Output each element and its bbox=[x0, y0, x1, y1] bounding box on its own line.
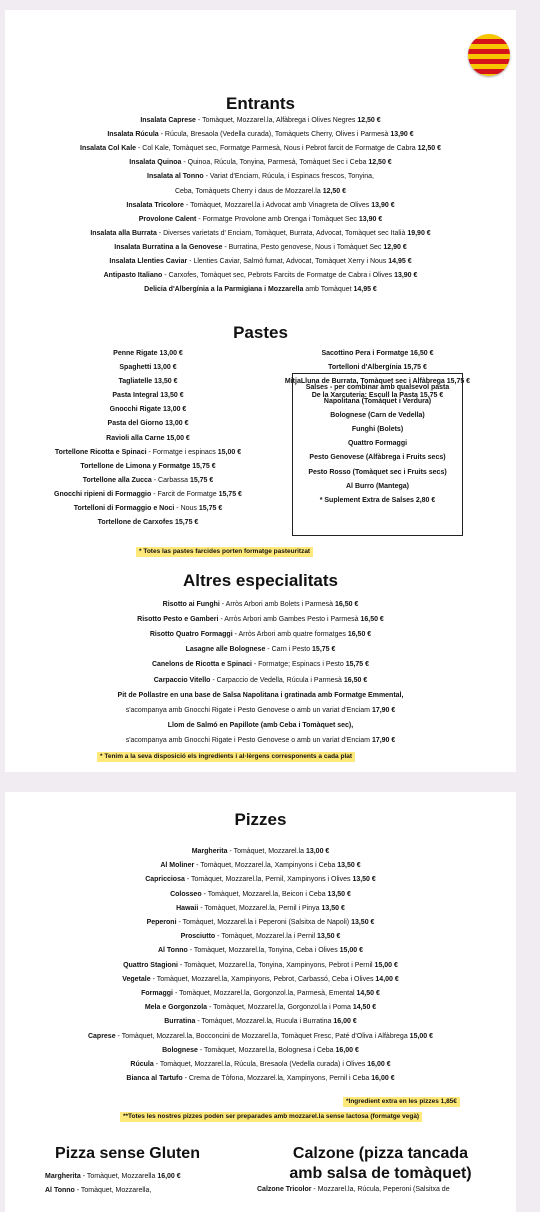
dish-price: 15,75 € bbox=[198, 505, 223, 513]
dish-price: 15,75 € bbox=[189, 476, 214, 484]
dish-name: Margherita bbox=[191, 848, 228, 855]
menu-line bbox=[23, 375, 273, 389]
dish-name: Al Tonno bbox=[157, 947, 188, 955]
dish-price: 16,00 € bbox=[367, 1061, 391, 1068]
dish-description: - Tomàquet, Mozzarel.la, Gorgonzol.la, Parmesà, Emental bbox=[173, 990, 357, 997]
pizzes-lactose-note: **Totes les nostres pizzes poden ser preparades amb mozzarel.la sense lactosa (formatge vegà) bbox=[120, 1112, 422, 1122]
pizza-line bbox=[5, 1072, 516, 1085]
dish-name: Insalata Tricolore bbox=[126, 201, 184, 209]
dish-price: 13,50 € bbox=[337, 862, 361, 870]
dish-price: 13,00 € bbox=[162, 406, 187, 414]
dish-name: Insalata Rúcula bbox=[107, 131, 159, 139]
pizza-line bbox=[5, 1001, 516, 1014]
sauce-item: Funghi (Bolets) bbox=[351, 426, 404, 434]
dish-price: 17,90 € bbox=[371, 706, 396, 714]
dish-name: Antipasto Italiano bbox=[103, 272, 163, 280]
dish-description: - Rúcula, Bresaola (Vedella curada), Tomàquets Cherry, Olives i Parmesà bbox=[158, 131, 391, 139]
menu-page-1 bbox=[5, 10, 516, 772]
dish-price: 14,95 € bbox=[353, 286, 377, 294]
dish-name: Quattro Stagioni bbox=[123, 961, 178, 969]
dish-name: Ravioli alla Carne bbox=[106, 434, 167, 442]
dish-description: s'acompanya amb Gnocchi Rigate i Pesto Genovese o amb un variat d'Enciam bbox=[125, 706, 372, 714]
dish-price: 13,00 € bbox=[153, 364, 177, 372]
pizzes-extra-note: *Ingredient extra en les pizzes 1,85€ bbox=[343, 1097, 460, 1107]
pizza-line bbox=[5, 959, 516, 972]
menu-page-2 bbox=[5, 792, 516, 1212]
dish-name: Tortellone alla Zucca bbox=[82, 476, 152, 484]
dish-description: - Tomàquet, Mozzarel.la bbox=[227, 848, 306, 855]
dish-description: - Arròs Arbori amb Bolets i Parmesà bbox=[219, 601, 335, 608]
dish-description: - Tomàquet, Mozzarel.la i Pernil bbox=[215, 933, 318, 941]
dish-description: - Tomàquet, Mozzarel.la, Xampinyons i Ceba bbox=[194, 862, 338, 870]
sauce-item: Quattro Formaggi bbox=[347, 440, 408, 448]
dish-price: 13,90 € bbox=[371, 201, 395, 209]
dish-description: - Carxofes, Tomàquet sec, Pebrots Farcits de Formatge de Cabra i Olives bbox=[162, 272, 395, 280]
catalan-flag-icon bbox=[468, 34, 510, 76]
pizza-line bbox=[5, 1044, 516, 1057]
specialty-line bbox=[5, 643, 516, 656]
dish-name: Insalata alla Burrata bbox=[90, 229, 157, 237]
dish-name: Canelons de Ricotta e Spinaci bbox=[151, 661, 252, 669]
dish-name: Risotto Quatro Formaggi bbox=[149, 631, 233, 639]
dish-description: - Col Kale, Tomàquet sec, Formatge Parmesà, Nous i Pebrot farcit de Formatge de Cabra bbox=[136, 145, 418, 153]
dish-name: Prosciutto bbox=[180, 933, 216, 941]
dish-price: 15,00 € bbox=[339, 947, 364, 955]
sauce-item: Pesto Genovese (Alfàbrega i Fruits secs) bbox=[309, 454, 446, 462]
dish-name: Calzone Tricolor bbox=[257, 1186, 312, 1193]
specialty-line bbox=[5, 658, 516, 671]
dish-price: 16,50 € bbox=[347, 631, 372, 639]
gluten-heading: Pizza sense Gluten bbox=[55, 1145, 200, 1162]
menu-line bbox=[293, 381, 462, 395]
dish-price: 13,50 € bbox=[154, 378, 178, 386]
dish-name: Rúcula bbox=[130, 1061, 154, 1068]
sauce-item: * Suplement Extra de Salses 2,80 € bbox=[319, 496, 436, 504]
menu-line bbox=[293, 480, 462, 494]
dish-description: - Arròs Arbori amb Gambes Pesto i Parmesà bbox=[218, 616, 361, 624]
dish-price: 14,95 € bbox=[388, 258, 412, 265]
dish-description: - Tomàquet, Mozzarella, bbox=[74, 1187, 152, 1194]
dish-description: - Carpaccio de Vedella, Rúcula i Parmesà bbox=[210, 676, 344, 684]
dish-price: 16,50 € bbox=[360, 616, 384, 624]
dish-description: - Diverses varietats d' Enciam, Tomàquet, Burrata, Advocat, Tomàquet sec Italià bbox=[156, 229, 408, 237]
menu-line bbox=[23, 460, 273, 474]
dish-name: Insalata Caprese bbox=[140, 117, 196, 124]
dish-price: 15,75 € bbox=[174, 519, 199, 527]
pizza-line bbox=[5, 930, 516, 943]
sauce-item: Bolognese (Carn de Vedella) bbox=[330, 412, 425, 420]
dish-price: 15,75 € bbox=[446, 378, 471, 386]
dish-description: amb Tomàquet bbox=[303, 286, 354, 294]
pizza-line bbox=[5, 1015, 516, 1028]
dish-price: 13,00 € bbox=[165, 420, 189, 428]
dish-name: Vegetale bbox=[122, 975, 151, 983]
dish-price: 16,00 € bbox=[157, 1173, 181, 1180]
dish-description: - Tomàquet, Mozzarel.la, Bocconcini de Mozzarel.la, Tomàquet Fresc, Paté d'Oliva i Alfàbrega bbox=[115, 1032, 410, 1040]
dish-price: 16,50 € bbox=[410, 350, 434, 357]
dish-price: 13,50 € bbox=[160, 392, 184, 400]
pizza-line bbox=[5, 1058, 516, 1071]
dish-name: Gnocchi ripieni di Formaggio bbox=[54, 490, 152, 498]
pizza-line bbox=[5, 916, 516, 929]
dish-description: - Tomàquet, Mozzarel.la, Gorgonzol.la i Poma bbox=[207, 1004, 353, 1012]
dish-description: - Crema de Tòfona, Mozzarel.la, Xampinyons, Pernil i Ceba bbox=[182, 1075, 372, 1083]
dish-price: 13,90 € bbox=[358, 215, 383, 223]
pastes-note: * Totes las pastes farcides porten formatge pasteuritzat bbox=[136, 547, 313, 557]
dish-price: 13,50 € bbox=[351, 919, 375, 926]
dish-price: 12,50 € bbox=[368, 159, 392, 167]
sauce-item: Salses - per combinar amb qualsevol pasta bbox=[305, 384, 450, 391]
dish-price: 15,75 € bbox=[419, 392, 444, 400]
dish-price: 13,00 € bbox=[305, 848, 330, 855]
dish-price: 19,90 € bbox=[407, 229, 431, 237]
dish-price: 15,75 € bbox=[218, 490, 242, 498]
menu-line bbox=[23, 502, 273, 516]
gluten-pizza-line bbox=[45, 1171, 181, 1183]
dish-price: 13,90 € bbox=[390, 131, 414, 139]
menu-line bbox=[23, 516, 273, 530]
specialty-line bbox=[5, 674, 516, 687]
dish-name: Tortellone de Carxofes bbox=[97, 519, 175, 527]
entrant-line bbox=[5, 213, 516, 226]
dish-name: Insalata Col Kale bbox=[80, 145, 137, 153]
dish-description: - Tomàquet, Mozzarel.la, Beicon i Ceba bbox=[201, 890, 328, 898]
dish-name: Hawaii bbox=[176, 904, 199, 912]
menu-line bbox=[23, 361, 273, 375]
dish-price: 15,75 € bbox=[192, 462, 216, 470]
dish-name: Insalata Quinoa bbox=[129, 159, 182, 167]
dish-price: 14,00 € bbox=[375, 975, 399, 983]
dish-name: Llom de Salmó en Papillote (amb Ceba i Tomàquet sec), bbox=[167, 721, 354, 729]
specialty-line bbox=[5, 689, 516, 702]
dish-name: Pasta del Giorno bbox=[107, 420, 166, 428]
dish-description: - Variat d'Enciam, Rúcula, i Espinacs frescos, Tonyina, bbox=[203, 173, 374, 181]
dish-description: - Formatge; Espinacs i Pesto bbox=[251, 661, 346, 669]
dish-description: - Tomàquet, Mozzarel.la, Tonyina, Ceba i Olives bbox=[187, 947, 340, 955]
dish-price: 12,90 € bbox=[383, 243, 407, 251]
menu-line bbox=[293, 437, 462, 451]
dish-price: 12,50 € bbox=[417, 145, 441, 153]
entrant-line bbox=[5, 241, 516, 254]
dish-description: - Tomàquet, Mozzarel.la, Pernil, Xampinyons i Olives bbox=[184, 876, 353, 884]
sauces-box bbox=[292, 373, 463, 536]
dish-description: - Carn i Pesto bbox=[265, 646, 313, 654]
altres-note: * Tenim a la seva disposició els ingredients i al·lèrgens corresponents a cada plat bbox=[97, 752, 355, 762]
dish-name: Carpaccio Vitello bbox=[153, 676, 211, 684]
specialty-line bbox=[5, 719, 516, 732]
dish-name: Tortelloni d'Albergínia bbox=[328, 364, 404, 372]
dish-name: Sacottino Pera i Formatge bbox=[321, 350, 411, 357]
dish-description: - Quinoa, Rúcula, Tonyina, Parmesà, Tomàquet Sec i Ceba bbox=[181, 159, 369, 167]
calzone-heading-line1: Calzone (pizza tancada bbox=[292, 1145, 469, 1162]
dish-price: 13,50 € bbox=[352, 876, 376, 884]
dish-price: 13,00 € bbox=[159, 350, 183, 357]
dish-name: Insalata Burratina a la Genovese bbox=[114, 243, 223, 251]
dish-price: 15,00 € bbox=[409, 1032, 434, 1040]
dish-description: Ceba, Tomàquets Cherry i daus de Mozzarel.la bbox=[174, 187, 323, 195]
dish-description: - Formatge i espinacs bbox=[146, 448, 218, 456]
dish-price: 13,90 € bbox=[394, 272, 418, 280]
pizza-line bbox=[5, 987, 516, 1000]
pizzes-heading: Pizzes bbox=[234, 810, 287, 829]
menu-line bbox=[23, 417, 273, 431]
menu-line bbox=[23, 403, 273, 417]
dish-name: Peperoni bbox=[146, 919, 177, 926]
dish-name: Bianca al Tartufo bbox=[126, 1075, 183, 1083]
dish-description: - Tomàquet, Mozzarel.la, Xampinyons, Pebrot, Carbassó, Ceba i Olives bbox=[150, 975, 376, 983]
menu-line bbox=[293, 451, 462, 465]
specialty-line bbox=[5, 734, 516, 747]
dish-name: Burratina bbox=[164, 1018, 196, 1026]
dish-name: Risotto ai Funghi bbox=[162, 601, 220, 608]
entrant-line bbox=[5, 269, 516, 282]
entrant-line bbox=[5, 170, 516, 183]
dish-price: 17,90 € bbox=[371, 736, 396, 744]
dish-description: - Tomàquet, Mozzarel.la i Peperoni (Salsitxa de Napoli) bbox=[176, 919, 352, 926]
dish-description: - Tomàquet, Mozzarel.la, Rucula i Burratina bbox=[195, 1018, 334, 1026]
dish-description: - Farcit de Formatge bbox=[151, 490, 219, 498]
menu-line bbox=[293, 423, 462, 437]
dish-description: - Tomàquet, Mozzarel.la, Bolognesa i Ceba bbox=[197, 1046, 336, 1054]
entrant-line bbox=[5, 185, 516, 198]
dish-name: Gnocchi Rigate bbox=[109, 406, 163, 414]
dish-description: - Tomàquet, Mozzarel.la i Advocat amb Vinagreta de Olives bbox=[183, 201, 372, 209]
pizza-line bbox=[5, 944, 516, 957]
dish-name: MitjaLluna de Burrata, Tomàquet sec i Alfàbrega bbox=[284, 378, 447, 386]
dish-description: - Mozzarel.la, Rúcula, Peperoni (Salsitxa de bbox=[311, 1186, 450, 1193]
dish-price: 16,00 € bbox=[333, 1018, 357, 1026]
specialty-line bbox=[5, 598, 516, 611]
dish-price: 13,50 € bbox=[317, 933, 341, 941]
dish-description: - Formatge Provolone amb Orenga i Tomàquet Sec bbox=[196, 215, 359, 223]
pizza-line bbox=[5, 845, 516, 858]
dish-name: Formaggi bbox=[141, 990, 173, 997]
dish-name: De la Xarcuteria: Escull la Pasta bbox=[311, 392, 420, 400]
dish-name: Penne Rigate bbox=[113, 350, 160, 357]
dish-price: 15,00 € bbox=[217, 448, 242, 456]
menu-line bbox=[23, 432, 273, 446]
entrant-line bbox=[5, 142, 516, 155]
sauce-item: Pesto Rosso (Tomàquet sec i Fruits secs) bbox=[308, 468, 447, 476]
calzone-heading-line2: amb salsa de tomàquet) bbox=[289, 1165, 472, 1182]
entrant-line bbox=[5, 283, 516, 296]
dish-price: 15,00 € bbox=[374, 961, 398, 969]
dish-name: Tortellone de Limona y Formatge bbox=[80, 462, 193, 470]
dish-price: 14,50 € bbox=[356, 990, 380, 997]
dish-description: - Tomàquet, Mozzarel.la, Alfàbrega i Olives Negres bbox=[195, 117, 358, 124]
pizza-line bbox=[5, 888, 516, 901]
pizza-line bbox=[5, 1030, 516, 1043]
dish-name: Pit de Pollastre en una base de Salsa Napolitana i gratinada amb Formatge Emmental, bbox=[117, 691, 404, 699]
sauce-item: Al Burro (Mantega) bbox=[346, 482, 409, 490]
dish-description: s'acompanya amb Gnocchi Rigate i Pesto Genovese o amb un variat d'Enciam bbox=[125, 736, 372, 744]
dish-description: - Tomàquet, Mozzarel.la, Rúcula, Bresaola (Vedella curada) i Olives bbox=[153, 1061, 368, 1068]
pastes-heading: Pastes bbox=[233, 323, 288, 342]
dish-description: - Nous bbox=[174, 505, 199, 513]
dish-name: Pasta Integral bbox=[112, 392, 161, 400]
dish-name: Caprese bbox=[87, 1032, 116, 1040]
dish-name: Insalata Llenties Caviar bbox=[109, 258, 188, 265]
menu-line bbox=[23, 474, 273, 488]
specialty-line bbox=[5, 704, 516, 717]
dish-price: 13,50 € bbox=[327, 890, 351, 898]
dish-description: - Carbassa bbox=[151, 476, 190, 484]
gluten-pizza-line bbox=[45, 1185, 151, 1197]
dish-description: - Tomàquet, Mozzarel.la, Pernil i Pinya bbox=[198, 904, 322, 912]
dish-name: Risotto Pesto e Gamberi bbox=[137, 616, 219, 624]
pizza-line bbox=[5, 859, 516, 872]
dish-name: Al Moliner bbox=[160, 862, 195, 870]
pizza-line bbox=[5, 973, 516, 986]
dish-price: 13,50 € bbox=[321, 904, 345, 912]
menu-line bbox=[23, 446, 273, 460]
dish-name: Provolone Calent bbox=[138, 215, 197, 223]
menu-line bbox=[23, 347, 273, 361]
dish-name: Mela e Gorgonzola bbox=[144, 1004, 208, 1012]
dish-name: Insalata al Tonno bbox=[147, 173, 204, 181]
entrants-heading: Entrants bbox=[226, 94, 295, 113]
dish-name: Delicia d'Albergínia a la Parmigiana i Mozzarella bbox=[144, 286, 304, 294]
dish-description: - Tomàquet, Mozzarella bbox=[80, 1173, 158, 1180]
menu-line bbox=[23, 488, 273, 502]
calzone-line bbox=[257, 1184, 450, 1196]
dish-price: 12,50 € bbox=[357, 117, 381, 124]
menu-line bbox=[293, 409, 462, 423]
entrant-line bbox=[5, 199, 516, 212]
entrant-line bbox=[5, 128, 516, 141]
dish-name: Margherita bbox=[45, 1173, 81, 1180]
dish-description: - Llenties Caviar, Salmó fumat, Advocat, Tomàquet Xerry i Nous bbox=[187, 258, 389, 265]
dish-price: 14,50 € bbox=[352, 1004, 377, 1012]
dish-price: 16,00 € bbox=[335, 1046, 359, 1054]
entrant-line bbox=[5, 255, 516, 268]
menu-line bbox=[23, 389, 273, 403]
menu-line bbox=[293, 466, 462, 480]
menu-line bbox=[293, 494, 462, 508]
dish-name: Capricciosa bbox=[145, 876, 185, 884]
entrant-line bbox=[5, 227, 516, 240]
dish-price: 16,50 € bbox=[334, 601, 359, 608]
pizza-line bbox=[5, 902, 516, 915]
altres-heading: Altres especialitats bbox=[183, 571, 338, 590]
dish-price: 16,00 € bbox=[371, 1075, 395, 1083]
dish-price: 12,50 € bbox=[322, 187, 347, 195]
pastes-left-column bbox=[23, 347, 273, 530]
sauces-list bbox=[293, 374, 462, 508]
menu-line bbox=[245, 347, 510, 361]
dish-name: Bolognese bbox=[162, 1046, 198, 1054]
pizza-line bbox=[5, 873, 516, 886]
dish-price: 15,75 € bbox=[403, 364, 427, 372]
dish-description: - Arròs Arbori amb quatre formatges bbox=[232, 631, 348, 639]
dish-description: - Tomàquet, Mozzarel.la, Tonyina, Xampinyons, Pebrot i Pernil bbox=[177, 961, 375, 969]
dish-description: - Burratina, Pesto genovese, Nous i Tomàquet Sec bbox=[222, 243, 384, 251]
dish-price: 15,00 € bbox=[166, 434, 190, 442]
entrant-line bbox=[5, 114, 516, 127]
dish-name: Colosseo bbox=[170, 890, 202, 898]
dish-name: Tortellone Ricotta e Spinaci bbox=[54, 448, 147, 456]
sauce-item: Napolitana (Tomàquet i Verdura) bbox=[323, 398, 432, 406]
dish-price: 15,75 € bbox=[312, 646, 336, 654]
entrant-line bbox=[5, 156, 516, 169]
specialty-line bbox=[5, 613, 516, 626]
dish-name: Al Tonno bbox=[45, 1187, 75, 1194]
dish-name: Tagliatelle bbox=[118, 378, 155, 386]
dish-name: Lasagne alle Bolognese bbox=[185, 646, 266, 654]
dish-name: Spaghetti bbox=[119, 364, 154, 372]
dish-price: 16,50 € bbox=[343, 676, 368, 684]
menu-line bbox=[293, 395, 462, 409]
dish-price: 15,75 € bbox=[345, 661, 370, 669]
specialty-line bbox=[5, 628, 516, 641]
dish-name: Tortelloni di Formaggio e Noci bbox=[73, 505, 175, 513]
